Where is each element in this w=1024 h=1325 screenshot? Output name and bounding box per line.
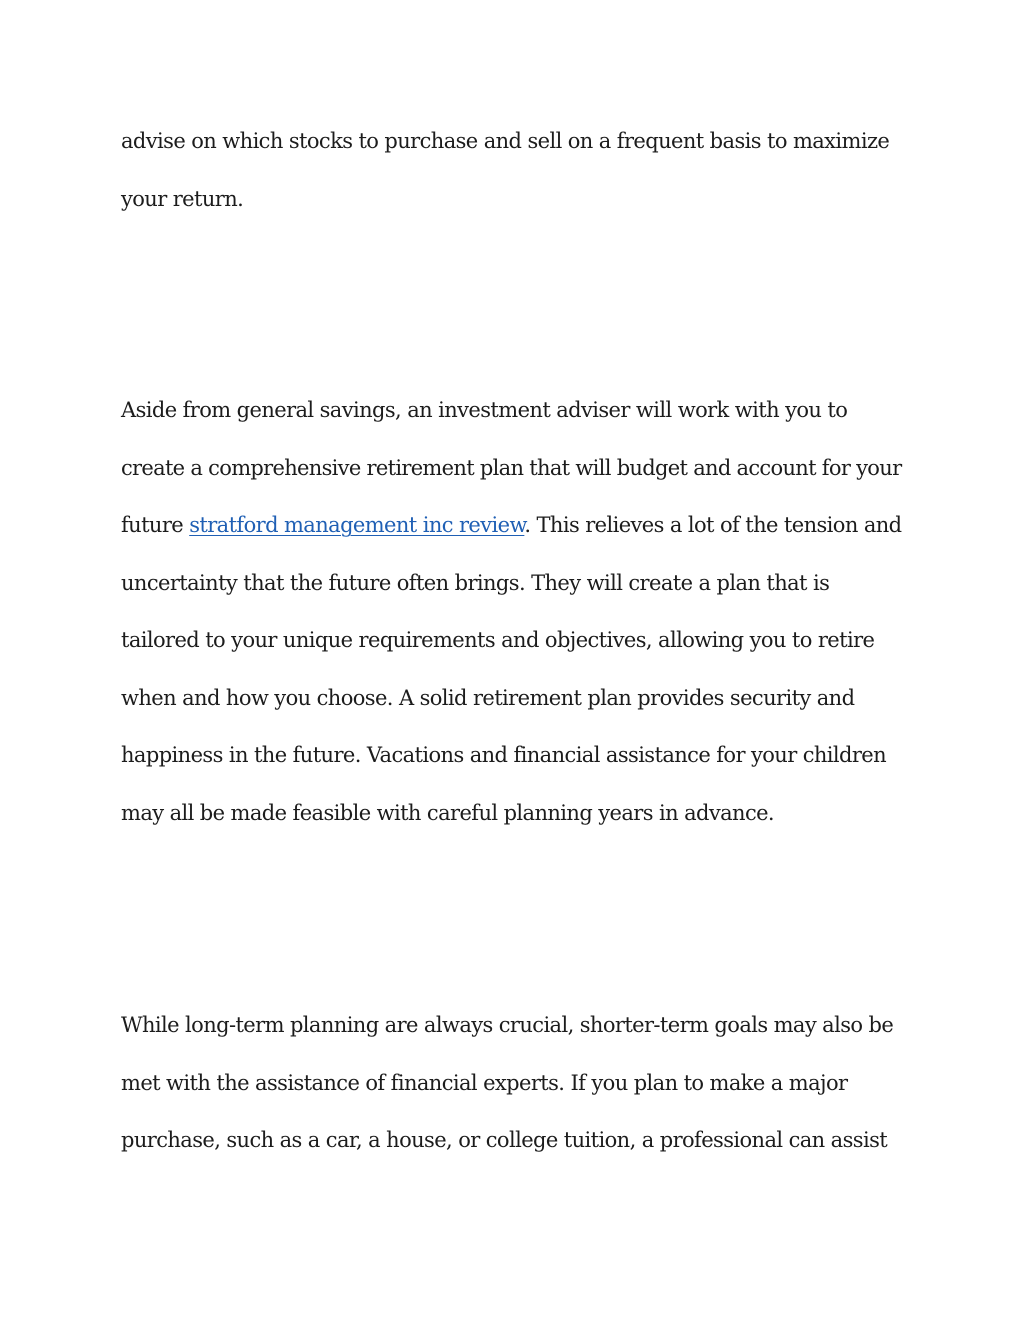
paragraph-2-line-4: uncertainty that the future often brings. They will create a plan that is <box>121 571 830 595</box>
paragraph-2-line-1: Aside from general savings, an investment adviser will work with you to <box>121 398 848 422</box>
paragraph-2-line-8: may all be made feasible with careful planning years in advance. <box>121 801 775 825</box>
paragraph-1-line-1: advise on which stocks to purchase and sell on a frequent basis to maximize <box>121 129 890 153</box>
line-suffix-text: . This relieves a lot of the tension and <box>524 513 902 537</box>
paragraph-2-line-7: happiness in the future. Vacations and financial assistance for your children <box>121 743 887 767</box>
line-prefix-text: future <box>121 513 190 537</box>
paragraph-3-line-2: met with the assistance of financial experts. If you plan to make a major <box>121 1071 848 1095</box>
stratford-review-link[interactable]: stratford management inc review <box>189 513 525 537</box>
paragraph-2-line-6: when and how you choose. A solid retirement plan provides security and <box>121 686 855 710</box>
paragraph-2-line-2: create a comprehensive retirement plan that will budget and account for your <box>121 456 902 480</box>
paragraph-2-line-5: tailored to your unique requirements and objectives, allowing you to retire <box>121 628 875 652</box>
paragraph-3-line-1: While long-term planning are always crucial, shorter-term goals may also be <box>121 1013 894 1037</box>
paragraph-3-line-3: purchase, such as a car, a house, or college tuition, a professional can assist <box>121 1128 888 1152</box>
paragraph-2-line-3 <box>121 515 902 536</box>
paragraph-1-line-2: your return. <box>121 187 244 211</box>
